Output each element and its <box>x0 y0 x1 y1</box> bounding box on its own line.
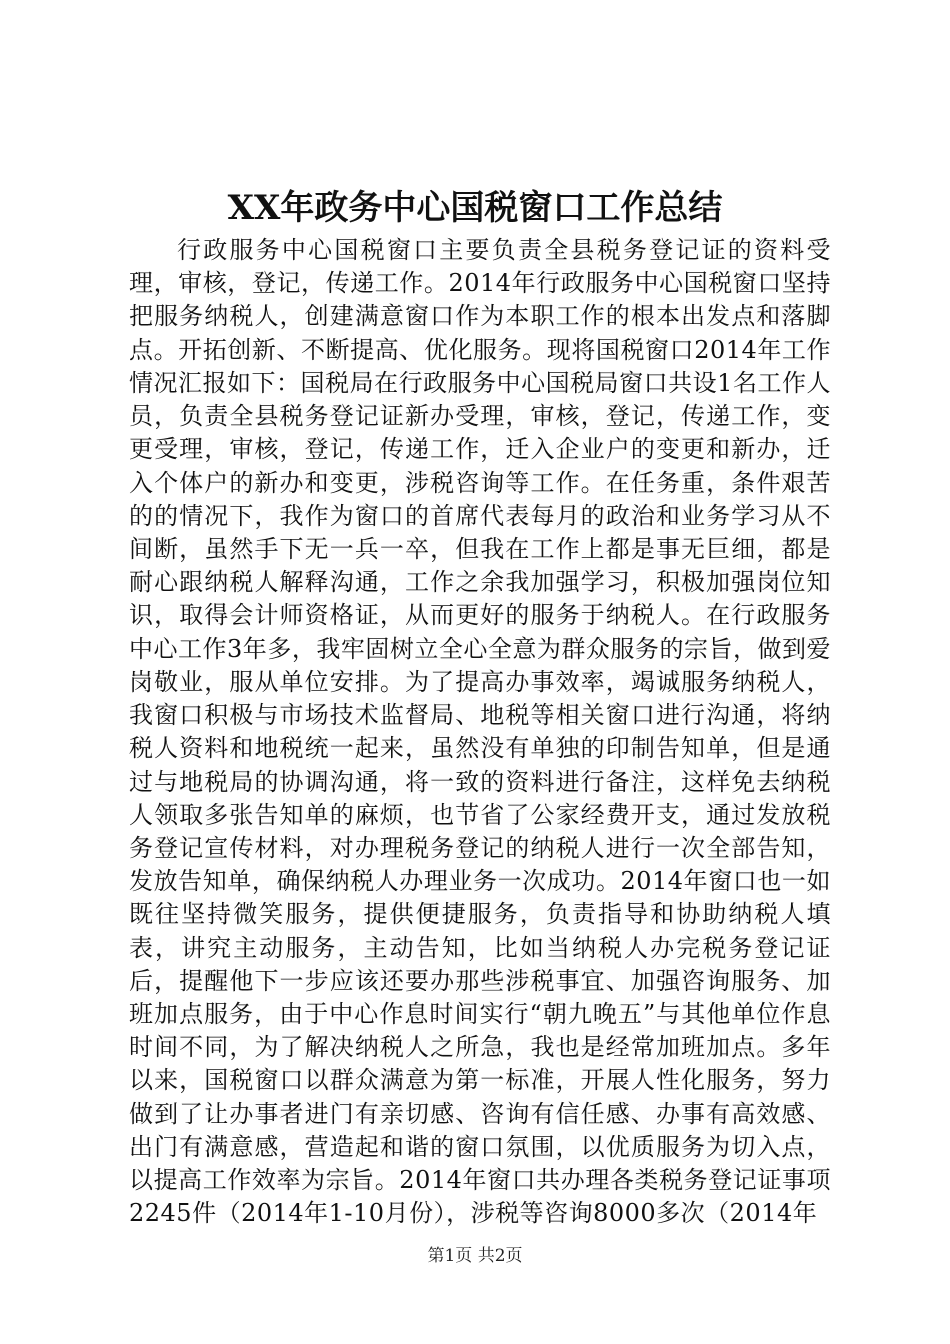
page-total: 共2页 <box>477 1246 523 1266</box>
page-footer <box>0 1245 950 1267</box>
document-title: XX年政务中心国税窗口工作总结 <box>227 188 723 228</box>
document-body: 行政服务中心国税窗口主要负责全县税务登记证的资料受理，审核，登记，传递工作。2014年行政服务中心国税窗口坚持把服务纳税人，创建满意窗口作为本职工作的根本出发点和落脚点。开拓创新、不断提高、优化服务。现将国税窗口2014年工作情况汇报如下：国税局在行政服务中心国税局窗口共设1名工作人员，负责全县税务登记证新办受理，审核，登记，传递工作，变更受理，审核，登记，传递工作，迁入企业户的变更和新办，迁入个体户的新办和变更，涉税咨询等工作。在任务重，条件艰苦的的情况下，我作为窗口的首席代表每月的政治和业务学习从不间断，虽然手下无一兵一卒，但我在工作上都是事无巨细，都是耐心跟纳税人解释沟通，工作之余我加强学习，积极加强岗位知识，取得会计师资格证，从而更好的服务于纳税人。在行政服务中心工作3年多，我牢固树立全心全意为群众服务的宗旨，做到爱岗敬业，服从单位安排。为了提高办事效率，竭诚服务纳税人，我窗口积极与市场技术监督局、地税等相关窗口进行沟通，将纳税人资料和地税统一起来，虽然没有单独的印制告知单，但是通过与地税局的协调沟通，将一致的资料进行备注，这样免去纳税人领取多张告知单的麻烦，也节省了公家经费开支，通过发放税务登记宣传材料，对办理税务登记的纳税人进行一次全部告知，发放告知单，确保纳税人办理业务一次成功。2014年窗口也一如既往坚持微笑服务，提供便捷服务，负责指导和协助纳税人填表，讲究主动服务，主动告知，比如当纳税人办完税务登记证后，提醒他下一步应该还要办那些涉税事宜、加强咨询服务、加班加点服务，由于中心作息时间实行“朝九晚五”与其他单位作息时间不同，为了解决纳税人之所急，我也是经常加班加点。多年以来，国税窗口以群众满意为第一标准，开展人性化服务，努力做到了让办事者进门有亲切感、咨询有信任感、办事有高效感、出门有满意感，营造起和谐的窗口氛围，以优质服务为切入点，以提高工作效率为宗旨。2014年窗口共办理各类税务登记证事项2245件（2014年1-10月份），涉税等咨询8000多次（2014年 <box>129 236 831 1228</box>
page-number: 第1页 <box>427 1246 473 1266</box>
